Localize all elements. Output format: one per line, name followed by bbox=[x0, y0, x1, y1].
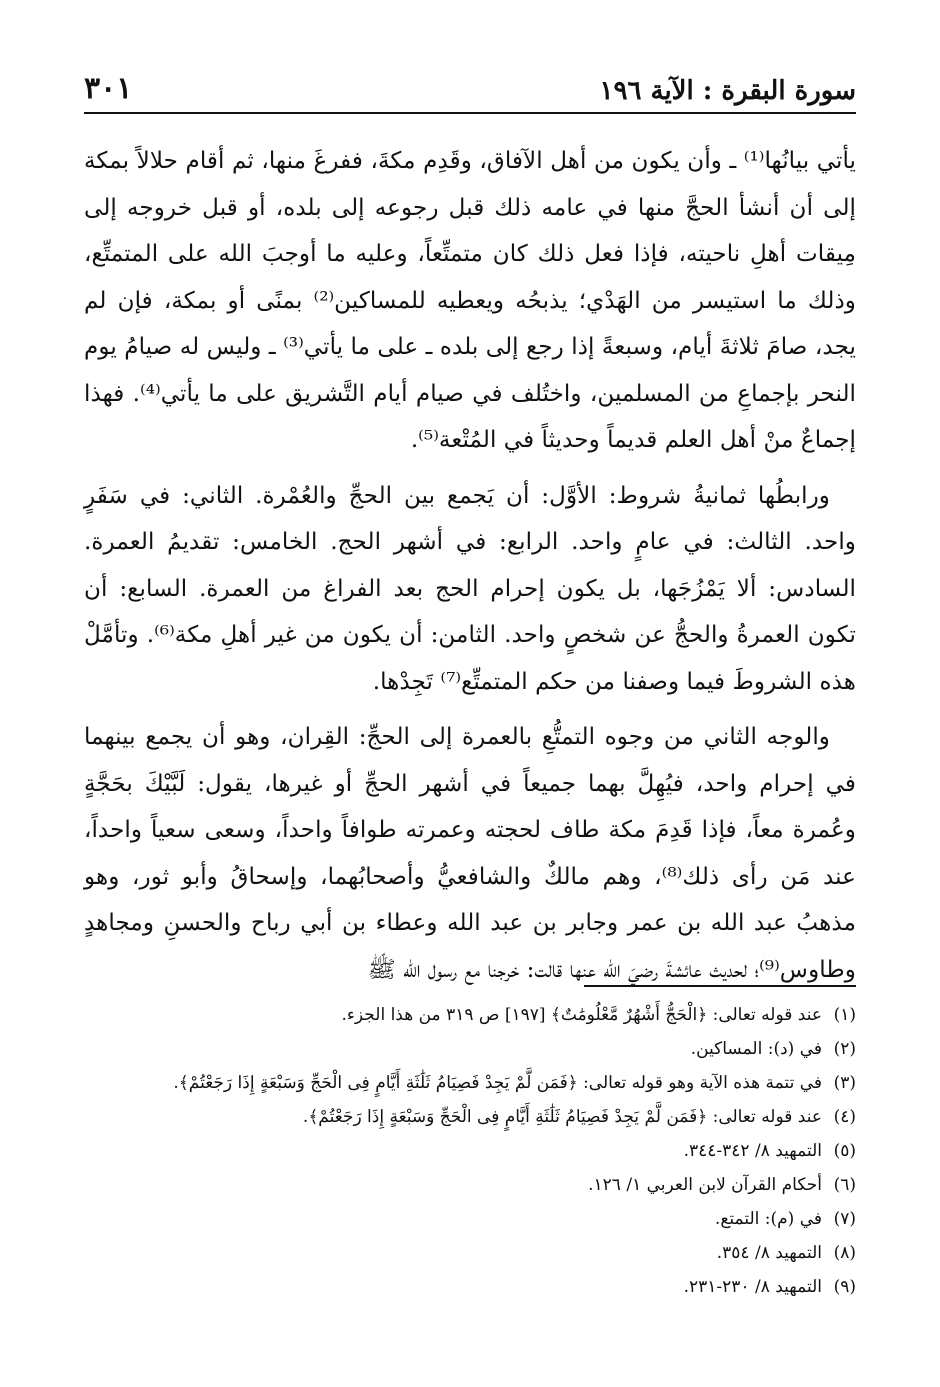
footnote-number: (٥) bbox=[833, 1141, 856, 1161]
footnote-number: (٨) bbox=[833, 1243, 856, 1263]
footnotes bbox=[84, 998, 856, 1304]
footnote-number: (٧) bbox=[833, 1209, 856, 1229]
footnote-text: عند قوله تعالى: ﴿فَمَن لَّمْ يَجِدْ فَصِيَامُ ثَلَٰثَةِ أَيَّامٍ فِى الْحَجِّ وَسَبْعَةٍ إِذَا رَجَعْتُمْ﴾. bbox=[302, 1107, 822, 1127]
footnote bbox=[84, 1100, 856, 1134]
footnote bbox=[84, 1270, 856, 1304]
surah-title: سورة البقرة : الآية ١٩٦ bbox=[599, 76, 856, 106]
footnote-number: (٣) bbox=[833, 1073, 856, 1093]
paragraph-1: يأتي بيانُها⁽¹⁾ ـ وأن يكون من أهل الآفاق، وقَدِم مكةَ، ففرغَ منها، ثم أقام حلالاً بمكة إلى أن أنشأ الحجَّ منها في عامه ذلك قبل رجوعه إلى بلده، أو قبل خروجه إلى مِيقات أهلِ ناحيته، فإذا فعل ذلك كان متمتِّعاً، وعليه ما أوجبَ الله على المتمتِّع، وذلك ما استيسر من الهَدْي؛ يذبحُه ويعطيه للمساكين⁽²⁾ بمنًى أو بمكة، فإن لم يجد، صامَ ثلاثةَ أيام، وسبعةً إذا رجع إلى بلده ـ على ما يأتي⁽³⁾ ـ وليس له صيامُ يوم النحر بإجماعِ من المسلمين، واختُلف في صيام أيام التَّشريق على ما يأتي⁽⁴⁾. فهذا إجماعٌ منْ أهل العلم قديماً وحديثاً في المُتْعة⁽⁵⁾. bbox=[84, 147, 857, 453]
footnote-text: التمهيد ٨/ ٣٤٢-٣٤٤. bbox=[683, 1141, 822, 1161]
footnote bbox=[84, 1168, 856, 1202]
paragraph-2: ورابطُها ثمانيةُ شروط: الأوَّل: أن يَجمع بين الحجِّ والعُمْرة. الثاني: في سَفَرٍ واحد. الثالث: في عامٍ واحد. الرابع: في أشهر الحج. الخامس: تقديمُ العمرة. السادس: ألا يَمْزُجَها، بل يكون إحرام الحج بعد الفراغ من العمرة. السابع: أن تكون العمرةُ والحجُّ عن شخصٍ واحد. الثامن: أن يكون من غير أهلِ مكة⁽⁶⁾. وتأمَّلْ هذه الشروطَ فيما وصفنا من حكم المتمتِّع⁽⁷⁾ تَجِدْها. bbox=[84, 481, 856, 695]
footnote-rule bbox=[584, 985, 856, 987]
footnote-text: أحكام القرآن لابن العربي ١/ ١٢٦. bbox=[588, 1175, 822, 1195]
footnote-text: عند قوله تعالى: ﴿الْحَجُّ أَشْهُرٌ مَّعْلُومَٰتٌ﴾ [١٩٧] ص ٣١٩ من هذا الجزء. bbox=[341, 1005, 822, 1025]
footnote bbox=[84, 1066, 856, 1100]
page-number: ٣٠١ bbox=[84, 71, 133, 106]
footnote-text: في تتمة هذه الآية وهو قوله تعالى: ﴿فَمَن لَّمْ يَجِدْ فَصِيَامُ ثَلَٰثَةِ أَيَّامٍ فِى الْحَجِّ وَسَبْعَةٍ إِذَا رَجَعْتُمْ﴾. bbox=[173, 1073, 822, 1093]
footnote-text: التمهيد ٨/ ٢٣٠-٢٣١. bbox=[683, 1277, 822, 1297]
footnote bbox=[84, 1032, 856, 1066]
footnote-number: (١) bbox=[833, 1005, 856, 1025]
footnote-text: في (د): المساكين. bbox=[690, 1039, 822, 1059]
page-header bbox=[84, 66, 856, 106]
footnote bbox=[84, 1202, 856, 1236]
footnote bbox=[84, 1236, 856, 1270]
footnote-number: (٤) bbox=[833, 1107, 856, 1127]
header-rule bbox=[84, 112, 856, 114]
footnote-text: التمهيد ٨/ ٣٥٤. bbox=[716, 1243, 822, 1263]
paragraph-3: والوجه الثاني من وجوه التمتُّعِ بالعمرة إلى الحجِّ: القِران، وهو أن يجمع بينهما في إحرام واحد، فيُهِلَّ بهما جميعاً في أشهر الحجِّ أو غيرها، يقول: لَبَّيْكَ بحَجَّةٍ وعُمرة معاً، فإذا قَدِمَ مكة طاف لحجته وعمرته طوافاً واحداً، وسعى سعياً واحداً، عند مَن رأى ذلك⁽⁸⁾، وهم مالكٌ والشافعيُّ وأصحابُهما، وإسحاقُ وأبو ثور، وهو مذهبُ عبد الله بن عمر وجابر بن عبد الله وعطاء بن أبي رباح والحسنِ ومجاهدٍ وطاوس⁽⁹⁾؛ لحديث عائشةَ رضيَ الله عنها قالت: خرجنا مع رسول الله ﷺ bbox=[84, 723, 856, 983]
footnote-number: (٢) bbox=[833, 1039, 856, 1059]
footnote bbox=[84, 998, 856, 1032]
footnote bbox=[84, 1134, 856, 1168]
footnote-number: (٩) bbox=[833, 1277, 856, 1297]
footnote-number: (٦) bbox=[833, 1175, 856, 1195]
footnote-text: في (م): التمتع. bbox=[714, 1209, 822, 1229]
main-text bbox=[84, 138, 856, 1002]
